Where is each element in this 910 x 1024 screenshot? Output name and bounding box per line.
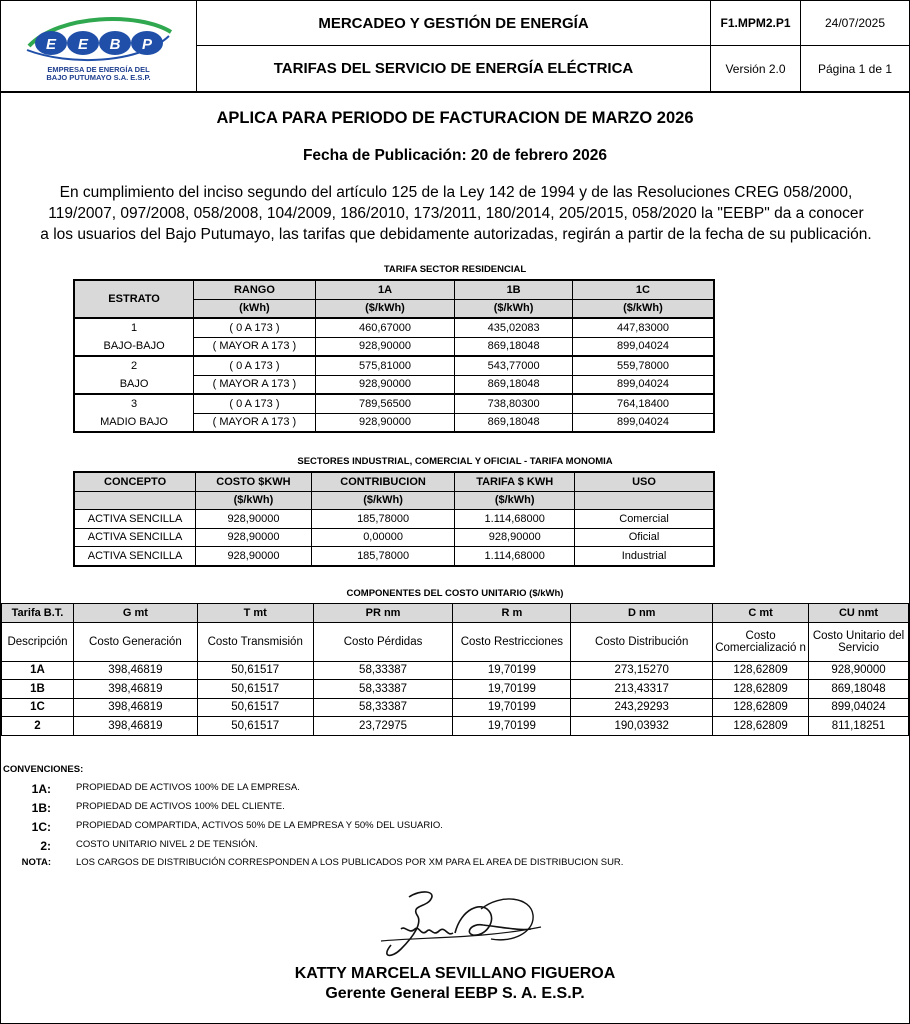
intro-line: a los usuarios del Bajo Putumayo, las tarifas que debidamente autorizadas, regirán a partir de la fecha de su publicación. (40, 226, 872, 243)
page-number: Página 1 de 1 (817, 61, 893, 76)
component-value-cell: 398,46819 (73, 717, 197, 736)
component-header: G mt (73, 604, 197, 623)
component-header: R m (453, 604, 571, 623)
document-header (1, 1, 909, 93)
svg-text:E: E (77, 36, 88, 53)
residential-tariff-table (73, 279, 715, 433)
estrato-cell: BAJO-BAJO (74, 337, 194, 356)
component-description: Costo Unitario del Servicio (809, 622, 909, 661)
cost-components-table (1, 603, 909, 736)
component-value-cell: 19,70199 (453, 717, 571, 736)
estrato-cell: 3 (74, 394, 194, 413)
intro-line: 119/2007, 097/2008, 058/2008, 104/2009, 186/2010, 173/2011, 180/2014, 205/2015, 058/2020 la "EEBP" da a conocer (48, 205, 864, 222)
component-header: PR nm (313, 604, 453, 623)
svg-text:B: B (109, 36, 120, 53)
concepto-cell: ACTIVA SENCILLA (74, 510, 196, 529)
components-table-body (2, 604, 909, 736)
contribucion-cell: 185,78000 (311, 547, 455, 566)
table-row (2, 680, 909, 699)
table-row (74, 528, 714, 547)
company-logo (1, 1, 197, 91)
signer-name: KATTY MARCELA SEVILLANO FIGUEROA (294, 965, 616, 982)
component-value-cell: 928,90000 (809, 661, 909, 680)
tariff-1b-cell: 869,18048 (455, 375, 573, 394)
component-value-cell: 50,61517 (197, 698, 313, 717)
tariff-1c-cell: 899,04024 (572, 413, 714, 432)
rango-cell: ( 0 A 173 ) (194, 394, 316, 413)
header-estrato: ESTRATO (74, 280, 194, 318)
convention-key: 1C: (31, 820, 51, 834)
component-value-cell: 398,46819 (73, 661, 197, 680)
header-costo: COSTO $KWH (196, 472, 312, 491)
document-version: Versión 2.0 (711, 46, 801, 91)
component-description: Costo Distribución (571, 622, 713, 661)
intro-paragraph (5, 182, 907, 245)
tariff-1a-cell: 928,90000 (315, 375, 455, 394)
estrato-cell: MADIO BAJO (74, 413, 194, 432)
component-value-cell: 899,04024 (809, 698, 909, 717)
header-unit: ($/kWh) (455, 299, 573, 318)
header-rango-unit: (kWh) (194, 299, 316, 318)
tariff-1c-cell: 447,83000 (572, 318, 714, 337)
residential-table-body (74, 318, 714, 432)
header-contribucion: CONTRIBUCION (311, 472, 455, 491)
uso-cell: Comercial (575, 510, 714, 529)
tarifa-cell: 1.114,68000 (455, 547, 575, 566)
header-row (2, 604, 909, 623)
component-header: D nm (571, 604, 713, 623)
description-row (2, 622, 909, 661)
header-tarifa: TARIFA $ KWH (455, 472, 575, 491)
residential-table-caption: TARIFA SECTOR RESIDENCIAL (383, 264, 527, 275)
convention-text: COSTO UNITARIO NIVEL 2 DE TENSIÓN. (76, 839, 258, 850)
estrato-cell: 1 (74, 318, 194, 337)
convention-text: PROPIEDAD COMPARTIDA, ACTIVOS 50% DE LA EMPRESA Y 50% DEL USUARIO. (76, 820, 443, 831)
table-row (2, 717, 909, 736)
tariff-1b-cell: 435,02083 (455, 318, 573, 337)
tariff-1a-cell: 460,67000 (315, 318, 455, 337)
component-value-cell: 869,18048 (809, 680, 909, 699)
component-value-cell: 58,33387 (313, 661, 453, 680)
table-row (74, 413, 714, 432)
header-blank (74, 491, 196, 510)
component-value-cell: 128,62809 (713, 698, 809, 717)
table-row (2, 698, 909, 717)
intro-line: En cumplimiento del inciso segundo del artículo 125 de la Ley 142 de 1994 y de las Resoluciones CREG 058/2000, (59, 184, 853, 201)
convention-key: NOTA: (21, 857, 51, 868)
uso-cell: Industrial (575, 547, 714, 566)
svg-text:P: P (141, 36, 152, 53)
component-value-cell: 19,70199 (453, 661, 571, 680)
convention-text: PROPIEDAD DE ACTIVOS 100% DE LA EMPRESA. (76, 782, 300, 793)
estrato-cell: 2 (74, 356, 194, 375)
concepto-cell: ACTIVA SENCILLA (74, 528, 196, 547)
header-1b: 1B (455, 280, 573, 299)
component-description: Costo Comercializació n (713, 622, 809, 661)
contribucion-cell: 0,00000 (311, 528, 455, 547)
tariff-1a-cell: 928,90000 (315, 337, 455, 356)
component-description: Costo Pérdidas (313, 622, 453, 661)
convention-text: PROPIEDAD DE ACTIVOS 100% DEL CLIENTE. (76, 801, 285, 812)
tariff-code-cell: 1B (2, 680, 74, 699)
rango-cell: ( MAYOR A 173 ) (194, 337, 316, 356)
convention-text: LOS CARGOS DE DISTRIBUCIÓN CORRESPONDEN A LOS PUBLICADOS POR XM PARA EL AREA DE DISTRIBUCION SUR. (76, 857, 624, 868)
component-description: Descripción (2, 622, 74, 661)
header-unit: ($/kWh) (315, 299, 455, 318)
component-value-cell: 58,33387 (313, 698, 453, 717)
component-value-cell: 190,03932 (571, 717, 713, 736)
table-row (74, 375, 714, 394)
table-row (74, 356, 714, 375)
costo-cell: 928,90000 (196, 510, 312, 529)
rango-cell: ( MAYOR A 173 ) (194, 413, 316, 432)
table-row (74, 337, 714, 356)
industrial-tariff-table (73, 471, 715, 567)
tariff-1c-cell: 764,18400 (572, 394, 714, 413)
header-blank (575, 491, 714, 510)
tariff-code-cell: 1C (2, 698, 74, 717)
tariff-1a-cell: 575,81000 (315, 356, 455, 375)
header-rango: RANGO (194, 280, 316, 299)
costo-cell: 928,90000 (196, 528, 312, 547)
table-row (2, 661, 909, 680)
concepto-cell: ACTIVA SENCILLA (74, 547, 196, 566)
header-concepto: CONCEPTO (74, 472, 196, 491)
eebp-logo-icon (19, 10, 179, 66)
industrial-table-caption: SECTORES INDUSTRIAL, COMERCIAL Y OFICIAL - TARIFA MONOMIA (297, 456, 613, 467)
convention-key: 2: (40, 839, 51, 853)
component-header: Tarifa B.T. (2, 604, 74, 623)
tariff-1b-cell: 869,18048 (455, 337, 573, 356)
convention-key: 1B: (31, 801, 51, 815)
tariff-code-cell: 2 (2, 717, 74, 736)
tariff-1b-cell: 543,77000 (455, 356, 573, 375)
component-description: Costo Restricciones (453, 622, 571, 661)
tariff-1c-cell: 899,04024 (572, 337, 714, 356)
publication-date: Fecha de Publicación: 20 de febrero 2026 (302, 147, 608, 164)
tariff-1a-cell: 928,90000 (315, 413, 455, 432)
component-value-cell: 128,62809 (713, 680, 809, 699)
tariff-1a-cell: 789,56500 (315, 394, 455, 413)
contribucion-cell: 185,78000 (311, 510, 455, 529)
header-1a: 1A (315, 280, 455, 299)
header-uso: USO (575, 472, 714, 491)
component-header: C mt (713, 604, 809, 623)
tariff-1b-cell: 869,18048 (455, 413, 573, 432)
tariff-1b-cell: 738,80300 (455, 394, 573, 413)
component-description: Costo Transmisión (197, 622, 313, 661)
component-header: T mt (197, 604, 313, 623)
handwritten-signature (361, 879, 561, 969)
header-title-area: MERCADEO Y GESTIÓN DE ENERGÍA (197, 1, 711, 46)
signer-role: Gerente General EEBP S. A. E.S.P. (325, 985, 585, 1002)
table-row (74, 510, 714, 529)
uso-cell: Oficial (575, 528, 714, 547)
estrato-cell: BAJO (74, 375, 194, 394)
header-unit: ($/kWh) (311, 491, 455, 510)
component-value-cell: 50,61517 (197, 680, 313, 699)
header-unit: ($/kWh) (196, 491, 312, 510)
component-description: Costo Generación (73, 622, 197, 661)
tariff-code-cell: 1A (2, 661, 74, 680)
company-name-line2: BAJO PUTUMAYO S.A. E.S.P. (46, 73, 151, 82)
component-value-cell: 50,61517 (197, 717, 313, 736)
component-header: CU nmt (809, 604, 909, 623)
component-value-cell: 128,62809 (713, 717, 809, 736)
tarifa-cell: 1.114,68000 (455, 510, 575, 529)
tariff-1c-cell: 559,78000 (572, 356, 714, 375)
component-value-cell: 273,15270 (571, 661, 713, 680)
document-code: F1.MPM2.P1 (711, 1, 801, 46)
component-value-cell: 50,61517 (197, 661, 313, 680)
page-title: APLICA PARA PERIODO DE FACTURACION DE MARZO 2026 (216, 109, 694, 127)
rango-cell: ( 0 A 173 ) (194, 356, 316, 375)
table-row (74, 547, 714, 566)
tarifa-cell: 928,90000 (455, 528, 575, 547)
convention-key: 1A: (31, 782, 51, 796)
rango-cell: ( MAYOR A 173 ) (194, 375, 316, 394)
document-date: 24/07/2025 (801, 1, 909, 46)
rango-cell: ( 0 A 173 ) (194, 318, 316, 337)
conventions-title: CONVENCIONES: (3, 764, 84, 775)
component-value-cell: 811,18251 (809, 717, 909, 736)
costo-cell: 928,90000 (196, 547, 312, 566)
header-1c: 1C (572, 280, 714, 299)
header-unit: ($/kWh) (572, 299, 714, 318)
header-unit: ($/kWh) (455, 491, 575, 510)
tariff-1c-cell: 899,04024 (572, 375, 714, 394)
component-value-cell: 19,70199 (453, 680, 571, 699)
header-subtitle: TARIFAS DEL SERVICIO DE ENERGÍA ELÉCTRICA (197, 46, 711, 91)
table-row (74, 318, 714, 337)
component-value-cell: 243,29293 (571, 698, 713, 717)
svg-text:E: E (45, 36, 56, 53)
components-table-caption: COMPONENTES DEL COSTO UNITARIO ($/kWh) (346, 588, 564, 599)
component-value-cell: 398,46819 (73, 680, 197, 699)
component-value-cell: 23,72975 (313, 717, 453, 736)
component-value-cell: 128,62809 (713, 661, 809, 680)
component-value-cell: 58,33387 (313, 680, 453, 699)
industrial-table-body (74, 510, 714, 566)
component-value-cell: 398,46819 (73, 698, 197, 717)
component-value-cell: 213,43317 (571, 680, 713, 699)
component-value-cell: 19,70199 (453, 698, 571, 717)
company-name-line1: EMPRESA DE ENERGÍA DEL (47, 65, 150, 74)
table-row (74, 394, 714, 413)
